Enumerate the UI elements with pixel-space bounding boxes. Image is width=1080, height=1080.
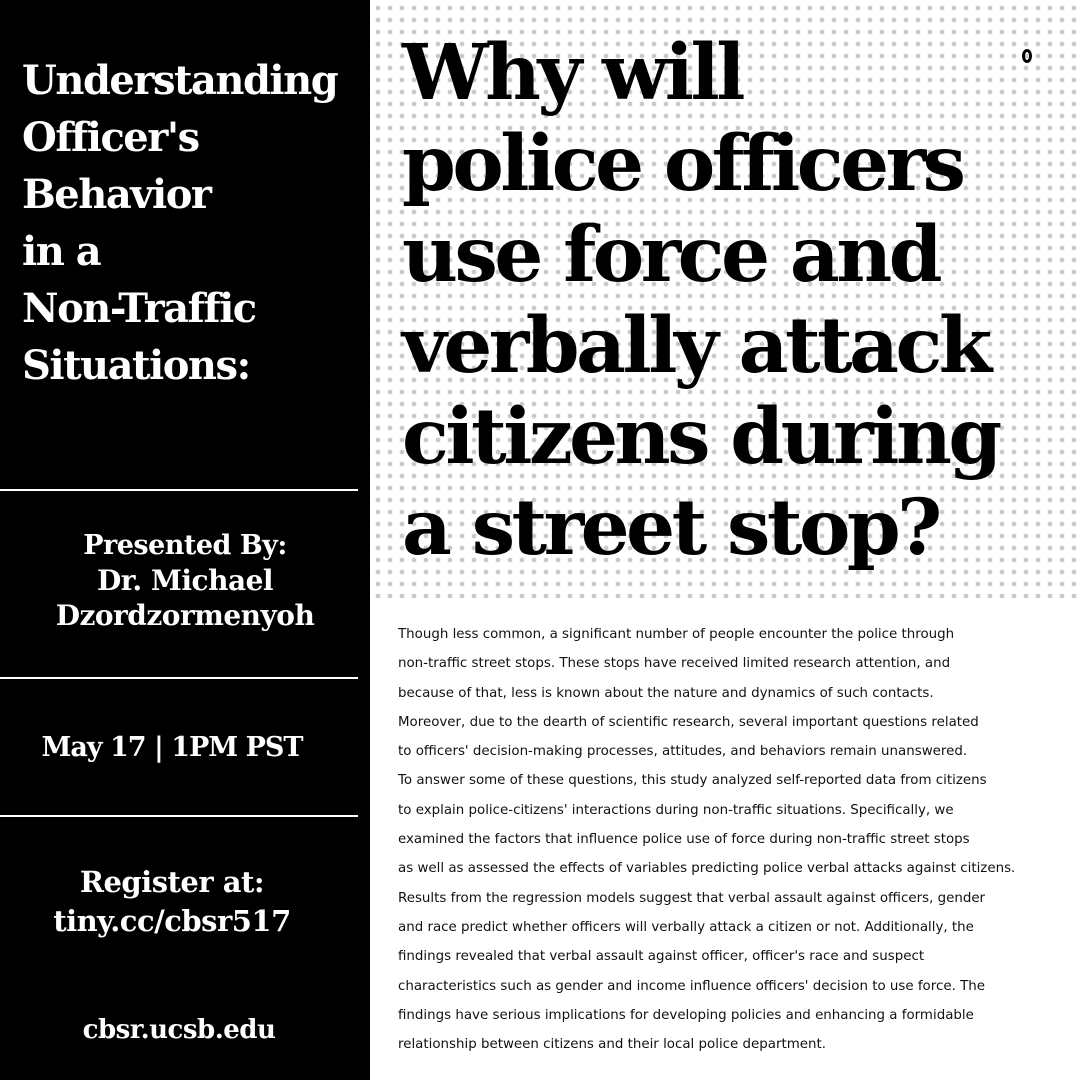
headline-line: verbally attack <box>402 301 989 391</box>
abstract-line: relationship between citizens and their local police department. <box>398 1037 826 1053</box>
event-title-line: Officer's <box>22 114 199 161</box>
headline-line: a street stop? <box>402 483 939 573</box>
headline-area <box>370 0 1080 598</box>
register-label: Register at: <box>79 865 265 899</box>
divider <box>0 677 358 679</box>
presenter-label: Presented By: <box>83 530 287 561</box>
event-date-time: May 17 | 1PM PST <box>41 732 303 763</box>
headline-line: police officers <box>402 119 963 209</box>
register-block <box>0 863 344 941</box>
abstract-line: To answer some of these questions, this study analyzed self-reported data from citizens <box>398 773 987 789</box>
abstract-line: Moreover, due to the dearth of scientific research, several important questions related <box>398 714 979 730</box>
presenter-block <box>0 529 370 633</box>
abstract-line: because of that, less is known about the nature and dynamics of such contacts. <box>398 685 934 701</box>
abstract-line: to officers' decision-making processes, attitudes, and behaviors remain unanswered. <box>398 744 968 760</box>
headline-line: use force and <box>402 210 940 300</box>
abstract-line: characteristics such as gender and income influence officers' decision to use force. The <box>398 978 985 994</box>
abstract-line: Though less common, a significant number of people encounter the police through <box>398 627 955 642</box>
presenter-name: Dr. Michael <box>96 564 274 597</box>
abstract-line: to explain police-citizens' interactions during non-traffic situations. Specifically, we <box>398 802 954 818</box>
event-title <box>22 52 362 394</box>
event-info-panel <box>0 0 370 1080</box>
abstract-line: as well as assessed the effects of variables predicting police verbal attacks against citizens. <box>398 861 1016 877</box>
abstract-text <box>398 620 1078 1059</box>
event-title-line: Non-Traffic <box>22 285 256 332</box>
abstract-line: examined the factors that influence police use of force during non-traffic street stops <box>398 832 970 848</box>
event-title-line: Understanding <box>22 57 338 104</box>
register-link[interactable]: tiny.cc/cbsr517 <box>53 904 291 938</box>
headline-line: citizens during <box>402 392 999 482</box>
website-link[interactable]: cbsr.ucsb.edu <box>82 1015 276 1045</box>
divider <box>0 815 358 817</box>
presenter-surname: Dzordzormenyoh <box>55 599 315 632</box>
event-title-line: Behavior <box>22 171 211 218</box>
abstract-line: non-traffic street stops. These stops have received limited research attention, and <box>398 656 951 672</box>
headline-line: Why will <box>402 28 743 118</box>
abstract-line: Results from the regression models suggest that verbal assault against officers, gender <box>398 890 986 906</box>
event-title-line: Situations: <box>22 342 250 389</box>
ring-icon <box>1022 49 1032 63</box>
headline <box>402 28 1080 574</box>
event-title-line: in a <box>22 228 101 275</box>
abstract-line: findings have serious implications for developing policies and enhancing a formidable <box>398 1007 974 1023</box>
abstract-line: and race predict whether officers will verbally attack a citizen or not. Additionally, the <box>398 919 974 935</box>
divider <box>0 489 358 491</box>
abstract-line: findings revealed that verbal assault against officer, officer's race and suspect <box>398 949 925 965</box>
